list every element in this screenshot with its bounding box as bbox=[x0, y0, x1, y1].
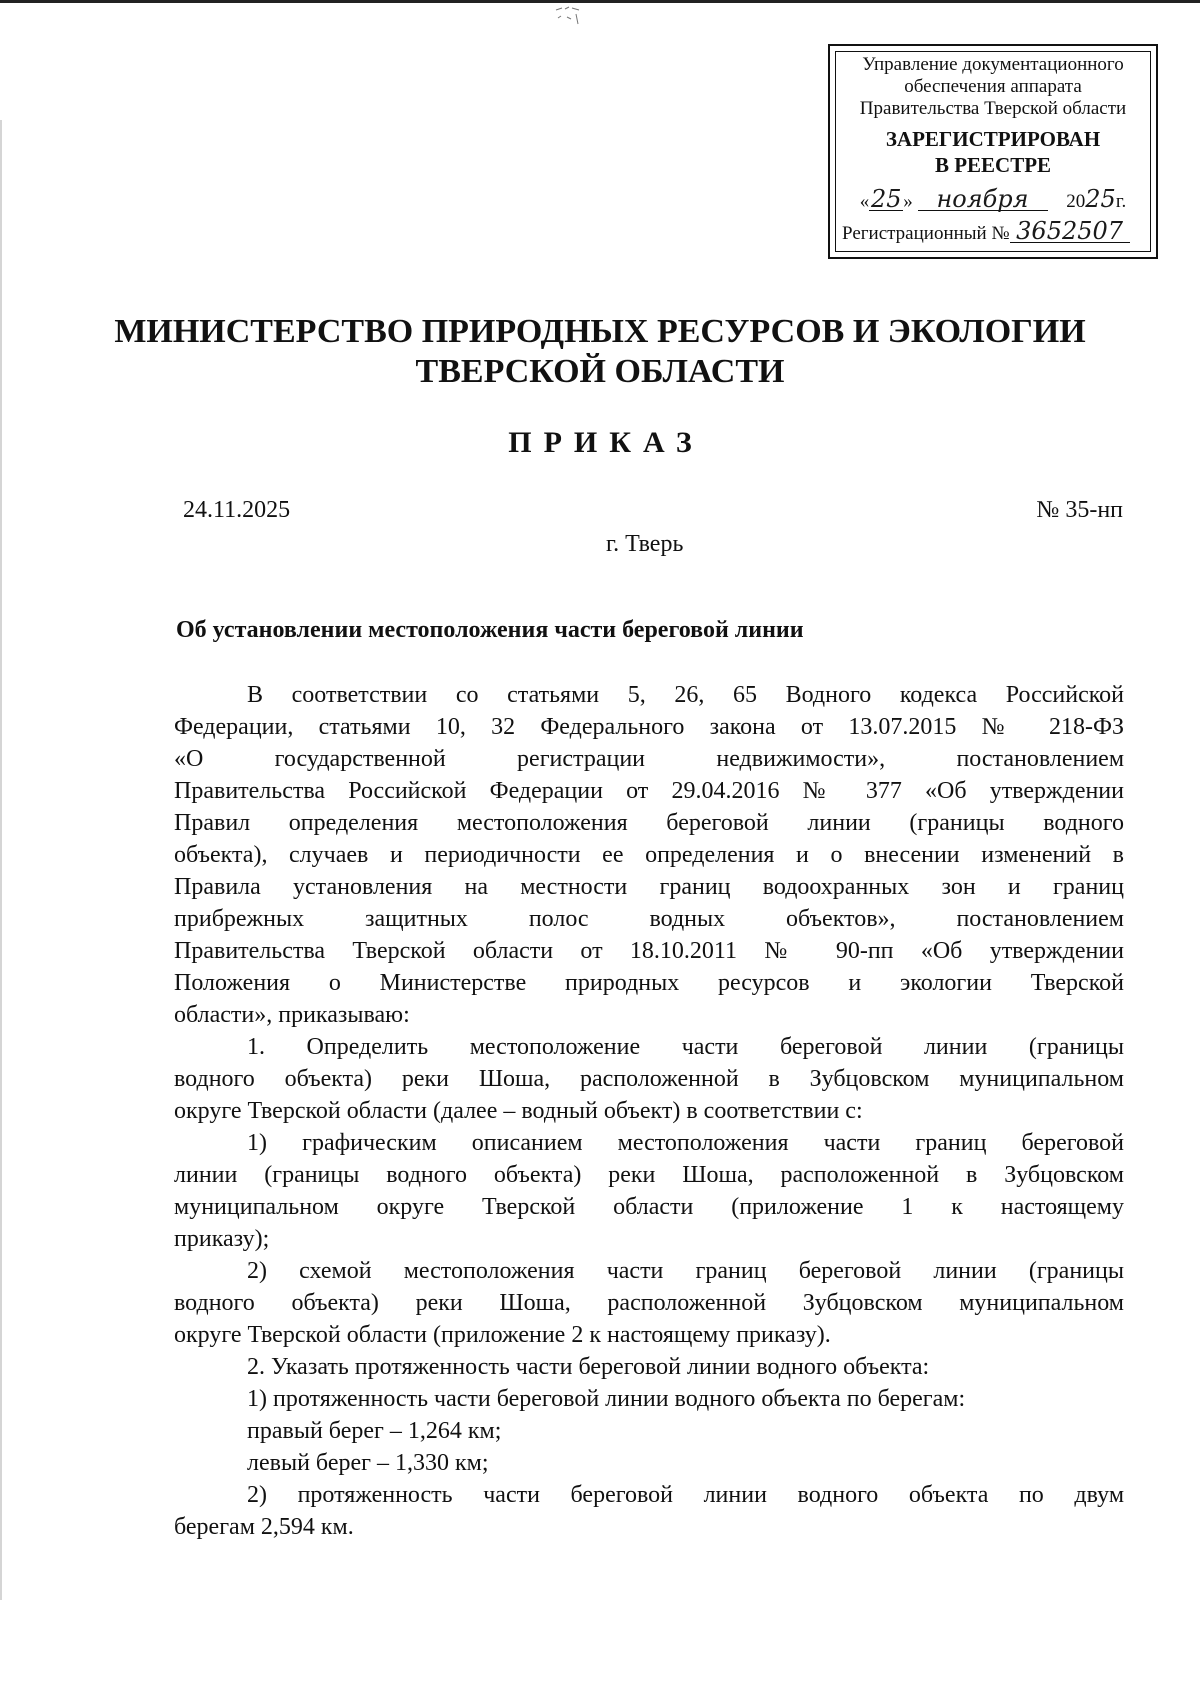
paragraph-1-line-10: Положения о Министерстве природных ресурсов и экологии Тверской bbox=[174, 970, 1124, 996]
paragraph-1-line-7: Правила установления на местности границ водоохранных зон и границ bbox=[174, 874, 1124, 900]
item-2-2-last-line: берегам 2,594 км. bbox=[174, 1514, 354, 1540]
stamp-date-close: » bbox=[903, 191, 913, 212]
document-city: г. Тверь bbox=[606, 531, 684, 557]
left-bank-line: левый берег – 1,330 км; bbox=[247, 1450, 489, 1476]
stamp-status-line-1: ЗАРЕГИСТРИРОВАН bbox=[885, 127, 1101, 151]
stamp-org-line-2: обеспечения аппарата bbox=[904, 76, 1082, 97]
stamp-date-open: « bbox=[859, 191, 870, 212]
stamp-reg-number: 3652507 bbox=[1010, 220, 1130, 243]
item-1-1-line-1: 1) графическим описанием местоположения части границ береговой bbox=[247, 1130, 1124, 1156]
stamp-date-month: ноября bbox=[918, 188, 1048, 211]
item-2-1-line: 1) протяженность части береговой линии водного объекта по берегам: bbox=[247, 1386, 966, 1412]
paragraph-1-line-8: прибрежных защитных полос водных объектов», постановлением bbox=[174, 906, 1124, 932]
paragraph-1-line-3: «О государственной регистрации недвижимости», постановлением bbox=[174, 746, 1124, 772]
document-date: 24.11.2025 bbox=[183, 497, 291, 523]
item-2-2-line-1: 2) протяженность части береговой линии водного объекта по двум bbox=[247, 1482, 1124, 1508]
paragraph-1-line-5: Правил определения местоположения береговой линии (границы водного bbox=[174, 810, 1124, 836]
paragraph-1-line-9: Правительства Тверской области от 18.10.2011 № 90-пп «Об утверждении bbox=[174, 938, 1124, 964]
item-1-1-line-2: линии (границы водного объекта) реки Шоша, расположенной в Зубцовском bbox=[174, 1162, 1124, 1188]
registration-stamp bbox=[828, 44, 1158, 259]
stamp-status-line-2: В РЕЕСТРЕ bbox=[934, 153, 1052, 177]
stamp-date-year-prefix: 20 bbox=[1066, 191, 1086, 212]
stamp-date-row bbox=[830, 185, 1156, 213]
stamp-org-line-1: Управление документационного bbox=[862, 54, 1124, 75]
item-2-line: 2. Указать протяженность части береговой линии водного объекта: bbox=[247, 1354, 930, 1380]
paragraph-1-line-6: объекта), случаев и периодичности ее определения и о внесении изменений в bbox=[174, 842, 1124, 868]
document-number: № 35-нп bbox=[1036, 497, 1123, 523]
right-bank-line: правый берег – 1,264 км; bbox=[247, 1418, 502, 1444]
stamp-date-year-unit: г. bbox=[1115, 191, 1127, 212]
ministry-title-line-1: МИНИСТЕРСТВО ПРИРОДНЫХ РЕСУРСОВ И ЭКОЛОГИИ bbox=[114, 313, 1086, 350]
item-1-1-line-3: муниципальном округе Тверской области (приложение 1 к настоящему bbox=[174, 1194, 1124, 1220]
stamp-date-day: 25 bbox=[870, 185, 902, 213]
document-subject: Об установлении местоположения части береговой линии bbox=[176, 617, 804, 643]
paragraph-1-line-1: В соответствии со статьями 5, 26, 65 Водного кодекса Российской bbox=[247, 682, 1124, 708]
stamp-reg-label: Регистрационный № bbox=[842, 223, 1010, 244]
document-body bbox=[174, 679, 1124, 1543]
item-1-line-2: водного объекта) реки Шоша, расположенной в Зубцовском муниципальном bbox=[174, 1066, 1124, 1092]
item-1-1-last-line: приказу); bbox=[174, 1226, 270, 1252]
scan-edge-top bbox=[0, 0, 1200, 3]
paragraph-1-line-4: Правительства Российской Федерации от 29.04.2016 № 377 «Об утверждении bbox=[174, 778, 1124, 804]
ministry-title-line-2: ТВЕРСКОЙ ОБЛАСТИ bbox=[415, 353, 785, 390]
paragraph-1-last-line: области», приказываю: bbox=[174, 1002, 410, 1028]
stamp-date-year-suffix: 25 bbox=[1085, 185, 1116, 213]
item-1-2-last-line: округе Тверской области (приложение 2 к настоящему приказу). bbox=[174, 1322, 831, 1348]
paragraph-1-line-2: Федерации, статьями 10, 32 Федерального закона от 13.07.2015 № 218-ФЗ bbox=[174, 714, 1124, 740]
stamp-org-line-3: Правительства Тверской области bbox=[859, 98, 1127, 119]
document-type-title: ПРИКАЗ bbox=[508, 426, 704, 459]
item-1-2-line-2: водного объекта) реки Шоша, расположенной Зубцовском муниципальном bbox=[174, 1290, 1124, 1316]
stamp-reg-row bbox=[830, 217, 1156, 245]
scan-mark-icon bbox=[553, 4, 583, 28]
item-1-line-1: 1. Определить местоположение части береговой линии (границы bbox=[247, 1034, 1124, 1060]
item-1-2-line-1: 2) схемой местоположения части границ береговой линии (границы bbox=[247, 1258, 1124, 1284]
item-1-last-line: округе Тверской области (далее – водный объект) в соответствии с: bbox=[174, 1098, 863, 1124]
